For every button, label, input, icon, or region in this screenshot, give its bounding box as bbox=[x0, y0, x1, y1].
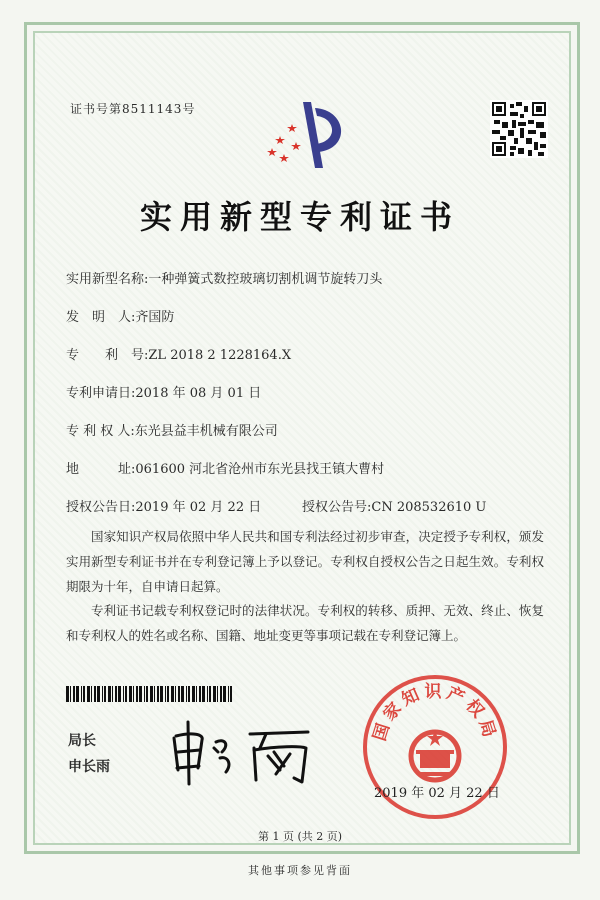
barcode bbox=[66, 686, 236, 702]
director-title: 局长 bbox=[68, 733, 96, 749]
patent-office-logo bbox=[255, 92, 355, 172]
footer-note: 其他事项参见背面 bbox=[248, 864, 352, 877]
page-number: 第 1 页 (共 2 页) bbox=[257, 830, 343, 843]
inventor-label: 发 明 人: bbox=[66, 310, 136, 325]
address-row bbox=[66, 458, 384, 477]
seal-text: 国家知识产权局 bbox=[369, 681, 501, 744]
grant-date-value: 2019 年 02 月 22 日 bbox=[135, 500, 262, 515]
national-emblem-icon bbox=[411, 730, 459, 780]
handwritten-signature bbox=[168, 718, 328, 788]
patent-number-row bbox=[66, 344, 291, 363]
patentee-row bbox=[66, 420, 278, 439]
director-name: 申长雨 bbox=[68, 759, 110, 775]
legal-status-paragraph: 专利证书记载专利权登记时的法律状况。专利权的转移、质押、无效、终止、恢复和专利权人的姓名或名称、国籍、地址变更等事项记载在专利登记簿上。 bbox=[66, 603, 544, 643]
grant-statement-paragraph: 国家知识产权局依照中华人民共和国专利法经过初步审查，决定授予专利权，颁发实用新型专利证书并在专利登记簿上予以登记。专利权自授权公告之日起生效。专利权期限为十年，自申请日起算。 bbox=[66, 529, 544, 594]
grant-date-row bbox=[66, 496, 261, 515]
patent-number-value: ZL 2018 2 1228164.X bbox=[148, 348, 292, 363]
name-label: 实用新型名称: bbox=[66, 272, 149, 287]
filing-date-value: 2018 年 08 月 01 日 bbox=[135, 386, 262, 401]
patentee-value: 东光县益丰机械有限公司 bbox=[134, 424, 278, 439]
filing-date-row bbox=[66, 382, 261, 401]
inventor-row bbox=[66, 306, 174, 325]
filing-date-label: 专利申请日: bbox=[66, 386, 136, 401]
certificate-number: 证书号第8511143号 bbox=[70, 102, 196, 116]
grant-date-label: 授权公告日: bbox=[66, 500, 136, 515]
address-value: 061600 河北省沧州市东光县找王镇大曹村 bbox=[135, 462, 385, 477]
seal-date: 2019 年 02 月 22 日 bbox=[374, 786, 500, 801]
patentee-label: 专 利 权 人: bbox=[66, 424, 135, 439]
name-value: 一种弹簧式数控玻璃切割机调节旋转刀头 bbox=[148, 272, 383, 287]
inventor-value: 齐国防 bbox=[135, 310, 175, 325]
grant-number-value: CN 208532610 U bbox=[371, 500, 487, 515]
grant-number-row bbox=[302, 496, 486, 515]
qr-code bbox=[490, 100, 548, 158]
grant-number-label: 授权公告号: bbox=[302, 500, 372, 515]
utility-model-name-row bbox=[66, 268, 382, 287]
certificate-title: 实用新型专利证书 bbox=[139, 198, 460, 236]
patent-number-label: 专 利 号: bbox=[66, 348, 149, 363]
address-label: 地 址: bbox=[66, 462, 136, 477]
